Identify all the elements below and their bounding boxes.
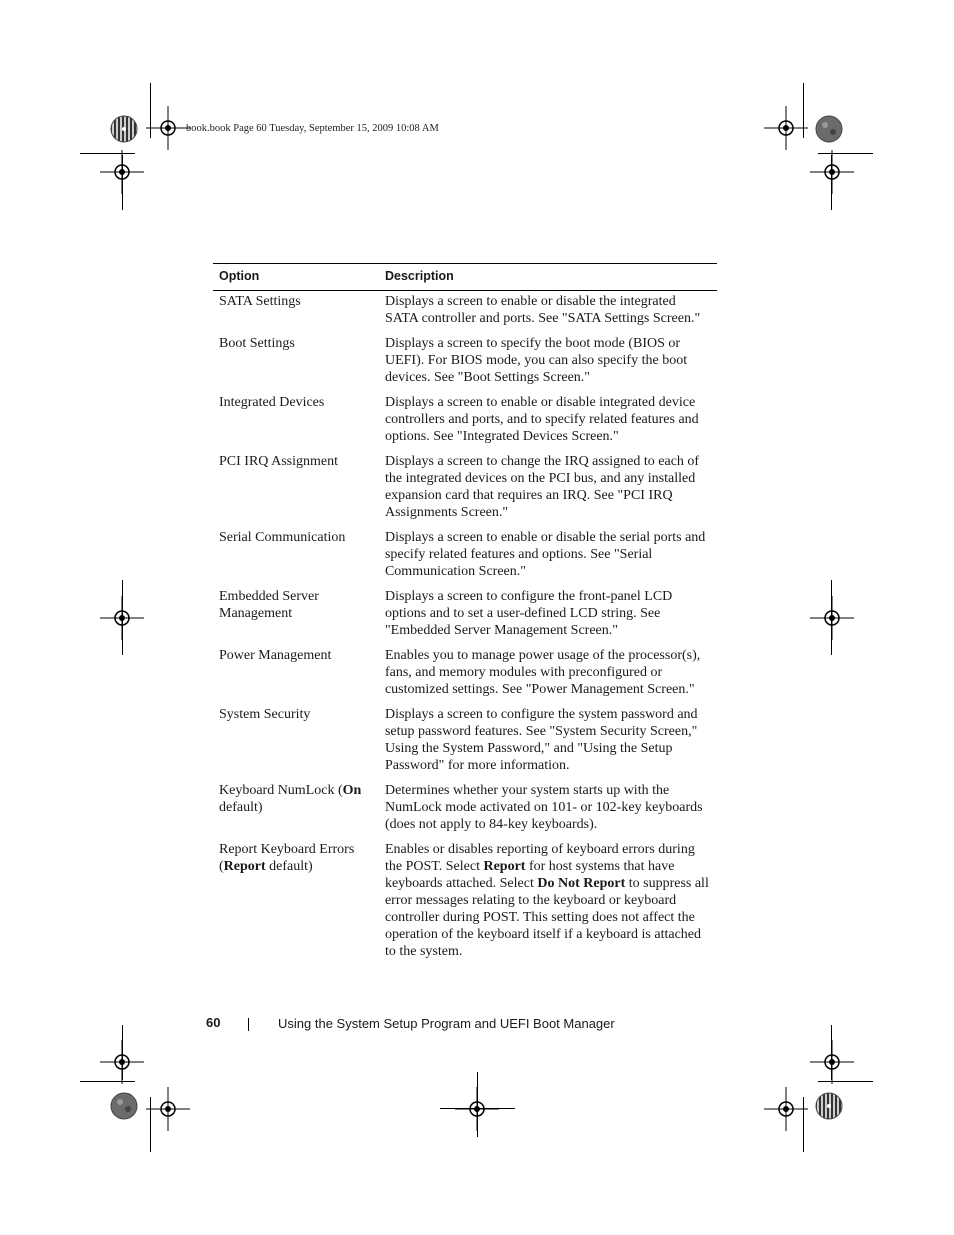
crop-mark: [831, 580, 832, 655]
description-cell: [379, 392, 717, 451]
registration-mark-icon: [810, 596, 854, 640]
page-footer: [0, 1015, 954, 1035]
text-run: Displays a screen to enable or disable integrated device controllers and ports, and to specify related features and options. See "Integrated Devices Screen.": [384, 395, 699, 444]
calibration-wheel-icon: [815, 115, 843, 143]
text-run: Enables or disables reporting of keyboard errors during the POST. Select: [384, 842, 695, 874]
text-run: default): [219, 800, 263, 815]
table-row: [213, 586, 717, 645]
text-run: Report Keyboard Errors (: [219, 842, 355, 874]
column-header-option: Option: [213, 264, 379, 291]
text-run: Keyboard NumLock (: [219, 783, 343, 798]
table-row: [213, 291, 717, 334]
option-cell: [213, 527, 379, 586]
option-cell: [213, 586, 379, 645]
table-row: [213, 527, 717, 586]
page-number: 60: [206, 1015, 221, 1030]
registration-mark-icon: [146, 1087, 190, 1131]
column-header-description: Description: [379, 264, 717, 291]
text-run: Displays a screen to enable or disable the serial ports and specify related features and options. See "Serial Communication Screen.": [384, 530, 706, 579]
registration-mark-icon: [810, 1040, 854, 1084]
crop-mark: [122, 580, 123, 655]
table-row: [213, 392, 717, 451]
table-row: [213, 780, 717, 839]
table-row: [213, 451, 717, 527]
print-slug: book.book Page 60 Tuesday, September 15, 2009 10:08 AM: [186, 123, 439, 134]
text-run: for host systems that have keyboards attached. Select: [384, 859, 675, 891]
option-cell: [213, 839, 379, 966]
description-cell: [379, 645, 717, 704]
bold-term: Do Not Report: [537, 876, 626, 891]
option-cell: [213, 451, 379, 527]
text-run: Displays a screen to configure the system password and setup password features. See "System Security Screen," Using the System Password," and "Using the Setup Password" for more information.: [384, 707, 698, 773]
text-run: Power Management: [219, 648, 332, 663]
description-cell: [379, 586, 717, 645]
option-cell: [213, 291, 379, 334]
description-cell: [379, 451, 717, 527]
registration-mark-icon: [146, 106, 190, 150]
text-run: Displays a screen to specify the boot mode (BIOS or UEFI). For BIOS mode, you can also specify the boot devices. See "Boot Settings Screen.": [384, 336, 688, 385]
description-cell: [379, 291, 717, 334]
bold-term: Report: [483, 859, 526, 874]
crop-mark: [122, 155, 123, 210]
chapter-title: Using the System Setup Program and UEFI Boot Manager: [278, 1016, 615, 1031]
description-cell: [379, 333, 717, 392]
bold-term: On: [342, 783, 362, 798]
text-run: to suppress all error messages relating to the keyboard or keyboard controller during POST. This setting does not affect the operation of the keyboard itself if a keyboard is attached to the system.: [384, 876, 709, 959]
text-run: Determines whether your system starts up with the NumLock mode activated on 101- or 102-key keyboards (does not apply to 84-key keyboards).: [384, 783, 703, 832]
table-row: [213, 704, 717, 780]
text-run: Embedded Server Management: [219, 589, 319, 621]
option-cell: [213, 780, 379, 839]
description-cell: [379, 527, 717, 586]
text-run: PCI IRQ Assignment: [219, 454, 339, 469]
registration-mark-icon: [764, 1087, 808, 1131]
registration-mark-icon: [764, 106, 808, 150]
table-row: [213, 645, 717, 704]
calibration-wheel-icon: [110, 1092, 138, 1120]
option-cell: [213, 333, 379, 392]
bios-options-table: [213, 263, 717, 966]
text-run: Displays a screen to enable or disable the integrated SATA controller and ports. See "SATA Settings Screen.": [384, 294, 701, 326]
table-row: [213, 333, 717, 392]
description-cell: [379, 780, 717, 839]
crop-mark: [831, 155, 832, 210]
registration-mark-icon: [810, 150, 854, 194]
text-run: default): [265, 859, 313, 874]
crop-mark: [477, 1072, 478, 1137]
option-cell: [213, 392, 379, 451]
text-run: Serial Communication: [219, 530, 346, 545]
footer-separator: [248, 1018, 249, 1031]
text-run: System Security: [219, 707, 311, 722]
calibration-wheel-icon: [110, 115, 138, 143]
description-cell: [379, 839, 717, 966]
text-run: Boot Settings: [219, 336, 295, 351]
option-cell: [213, 704, 379, 780]
text-run: SATA Settings: [219, 294, 301, 309]
text-run: Enables you to manage power usage of the processor(s), fans, and memory modules with preconfigured or customized settings. See "Power Management Screen.": [384, 648, 701, 697]
table-row: [213, 839, 717, 966]
option-cell: [213, 645, 379, 704]
text-run: Displays a screen to change the IRQ assigned to each of the integrated devices on the PCI bus, and any installed expansion card that requires an IRQ. See "PCI IRQ Assignments Screen.": [384, 454, 700, 520]
description-cell: [379, 704, 717, 780]
table-header-row: [213, 264, 717, 291]
text-run: Displays a screen to configure the front-panel LCD options and to set a user-defined LCD string. See "Embedded Server Management Screen.": [384, 589, 673, 638]
bold-term: Report: [223, 859, 266, 874]
text-run: Integrated Devices: [219, 395, 325, 410]
calibration-wheel-icon: [815, 1092, 843, 1120]
